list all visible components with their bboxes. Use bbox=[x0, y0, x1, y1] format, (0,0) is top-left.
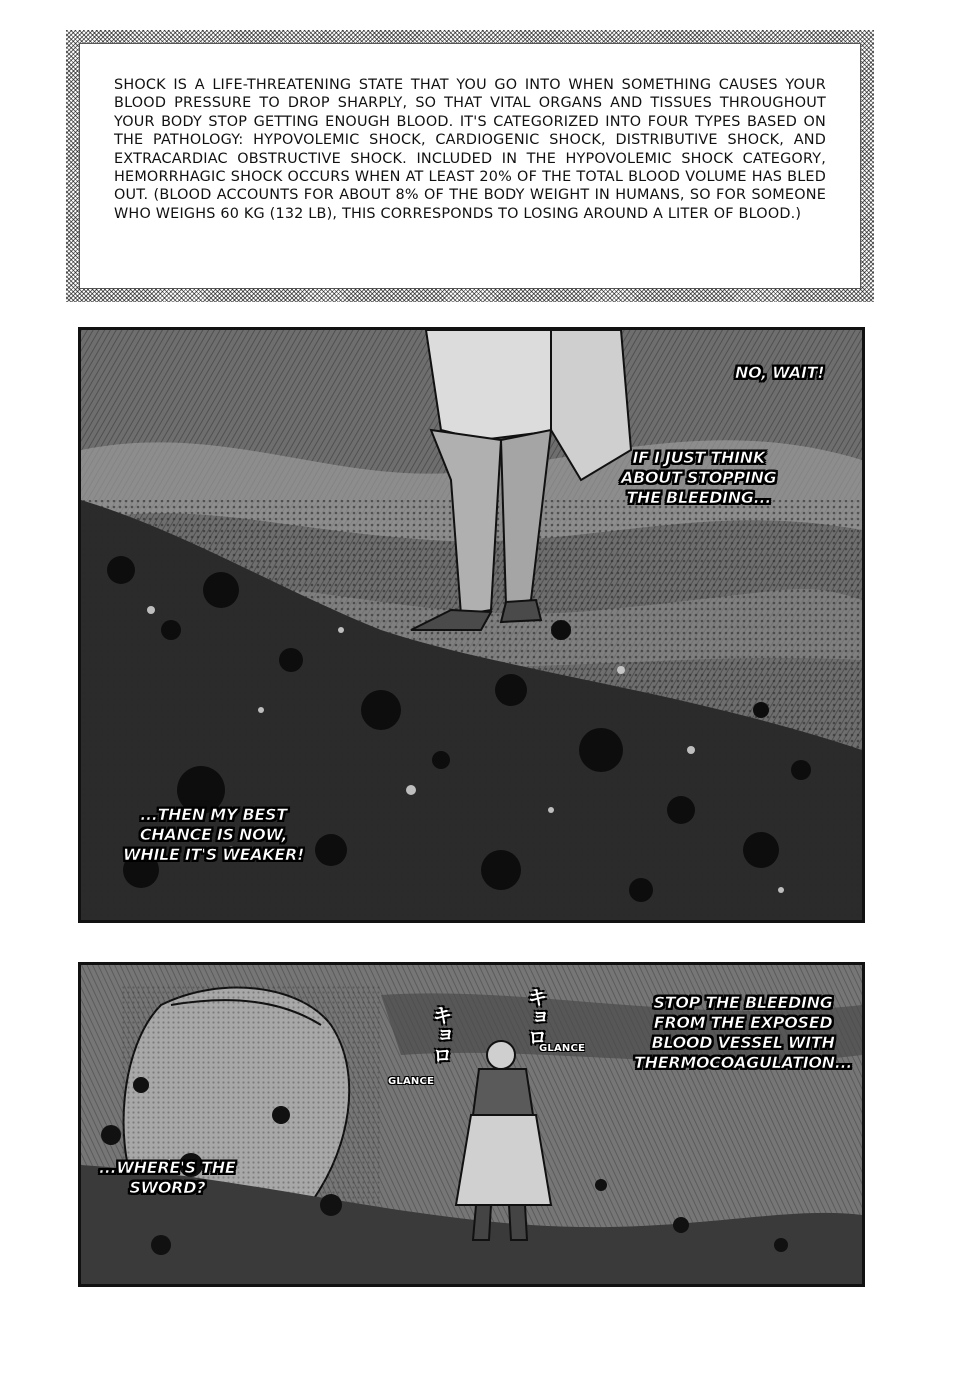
speech-no-wait-text: NO, WAIT! bbox=[735, 363, 825, 382]
translator-note-text: SHOCK IS A LIFE-THREATENING STATE THAT YOU GO INTO WHEN SOMETHING CAUSES YOUR BLOOD PRESSURE TO DROP SHARPLY, SO THAT VITAL ORGANS AND TISSUES THROUGHOUT YOUR BODY STOP GETTING ENOUGH BLOOD. IT'S CATEGORIZED INTO FOUR TYPES BASED ON THE PATHOLOGY: HYPOVOLEMIC SHOCK, CARDIOGENIC SHOCK, DISTRIBUTIVE SHOCK, AND EXTRACARDIAC OBSTRUCTIVE SHOCK. INCLUDED IN THE HYPOVOLEMIC SHOCK CATEGORY, HEMORRHAGIC SHOCK OCCURS WHEN AT LEAST 20% OF THE TOTAL BLOOD VOLUME HAS BLED OUT. (BLOOD ACCOUNTS FOR ABOUT 8% OF THE BODY WEIGHT IN HUMANS, SO FOR SOMEONE WHO WEIGHS 60 KG (132 LB), THIS CORRESPONDS TO LOSING AROUND A LITER OF BLOOD.) bbox=[114, 77, 826, 222]
sfx-kyoro-right: キョロ bbox=[524, 987, 548, 1047]
sfx-glance-left: GLANCE bbox=[388, 1076, 435, 1087]
speech-line: WHILE IT'S WEAKER! bbox=[123, 845, 305, 864]
manga-panel-1 bbox=[78, 327, 865, 923]
speech-line: THE BLEEDING... bbox=[626, 488, 771, 507]
speech-line: ...THEN MY BEST bbox=[140, 805, 287, 824]
speech-line: THERMOCOAGULATION... bbox=[634, 1053, 853, 1072]
translator-note-frame bbox=[66, 30, 874, 302]
speech-thermocoagulation bbox=[634, 993, 852, 1073]
speech-stop-bleeding-thought bbox=[621, 448, 776, 508]
translator-note-box bbox=[79, 43, 861, 289]
manga-panel-2 bbox=[78, 962, 865, 1287]
speech-no-wait bbox=[735, 363, 824, 383]
sfx-glance-right: GLANCE bbox=[539, 1043, 586, 1054]
speech-line: CHANCE IS NOW, bbox=[139, 825, 288, 844]
speech-line: BLOOD VESSEL WITH bbox=[651, 1033, 835, 1052]
speech-best-chance bbox=[123, 805, 304, 865]
speech-line: FROM THE EXPOSED bbox=[653, 1013, 833, 1032]
speech-line: ABOUT STOPPING bbox=[621, 468, 777, 487]
speech-line: ...WHERE'S THE bbox=[99, 1158, 236, 1177]
sfx-kyoro-left: キョロ bbox=[429, 1005, 453, 1065]
speech-wheres-the-sword bbox=[99, 1158, 235, 1198]
speech-line: SWORD? bbox=[129, 1178, 206, 1197]
speech-line: IF I JUST THINK bbox=[632, 448, 765, 467]
speech-line: STOP THE BLEEDING bbox=[653, 993, 833, 1012]
